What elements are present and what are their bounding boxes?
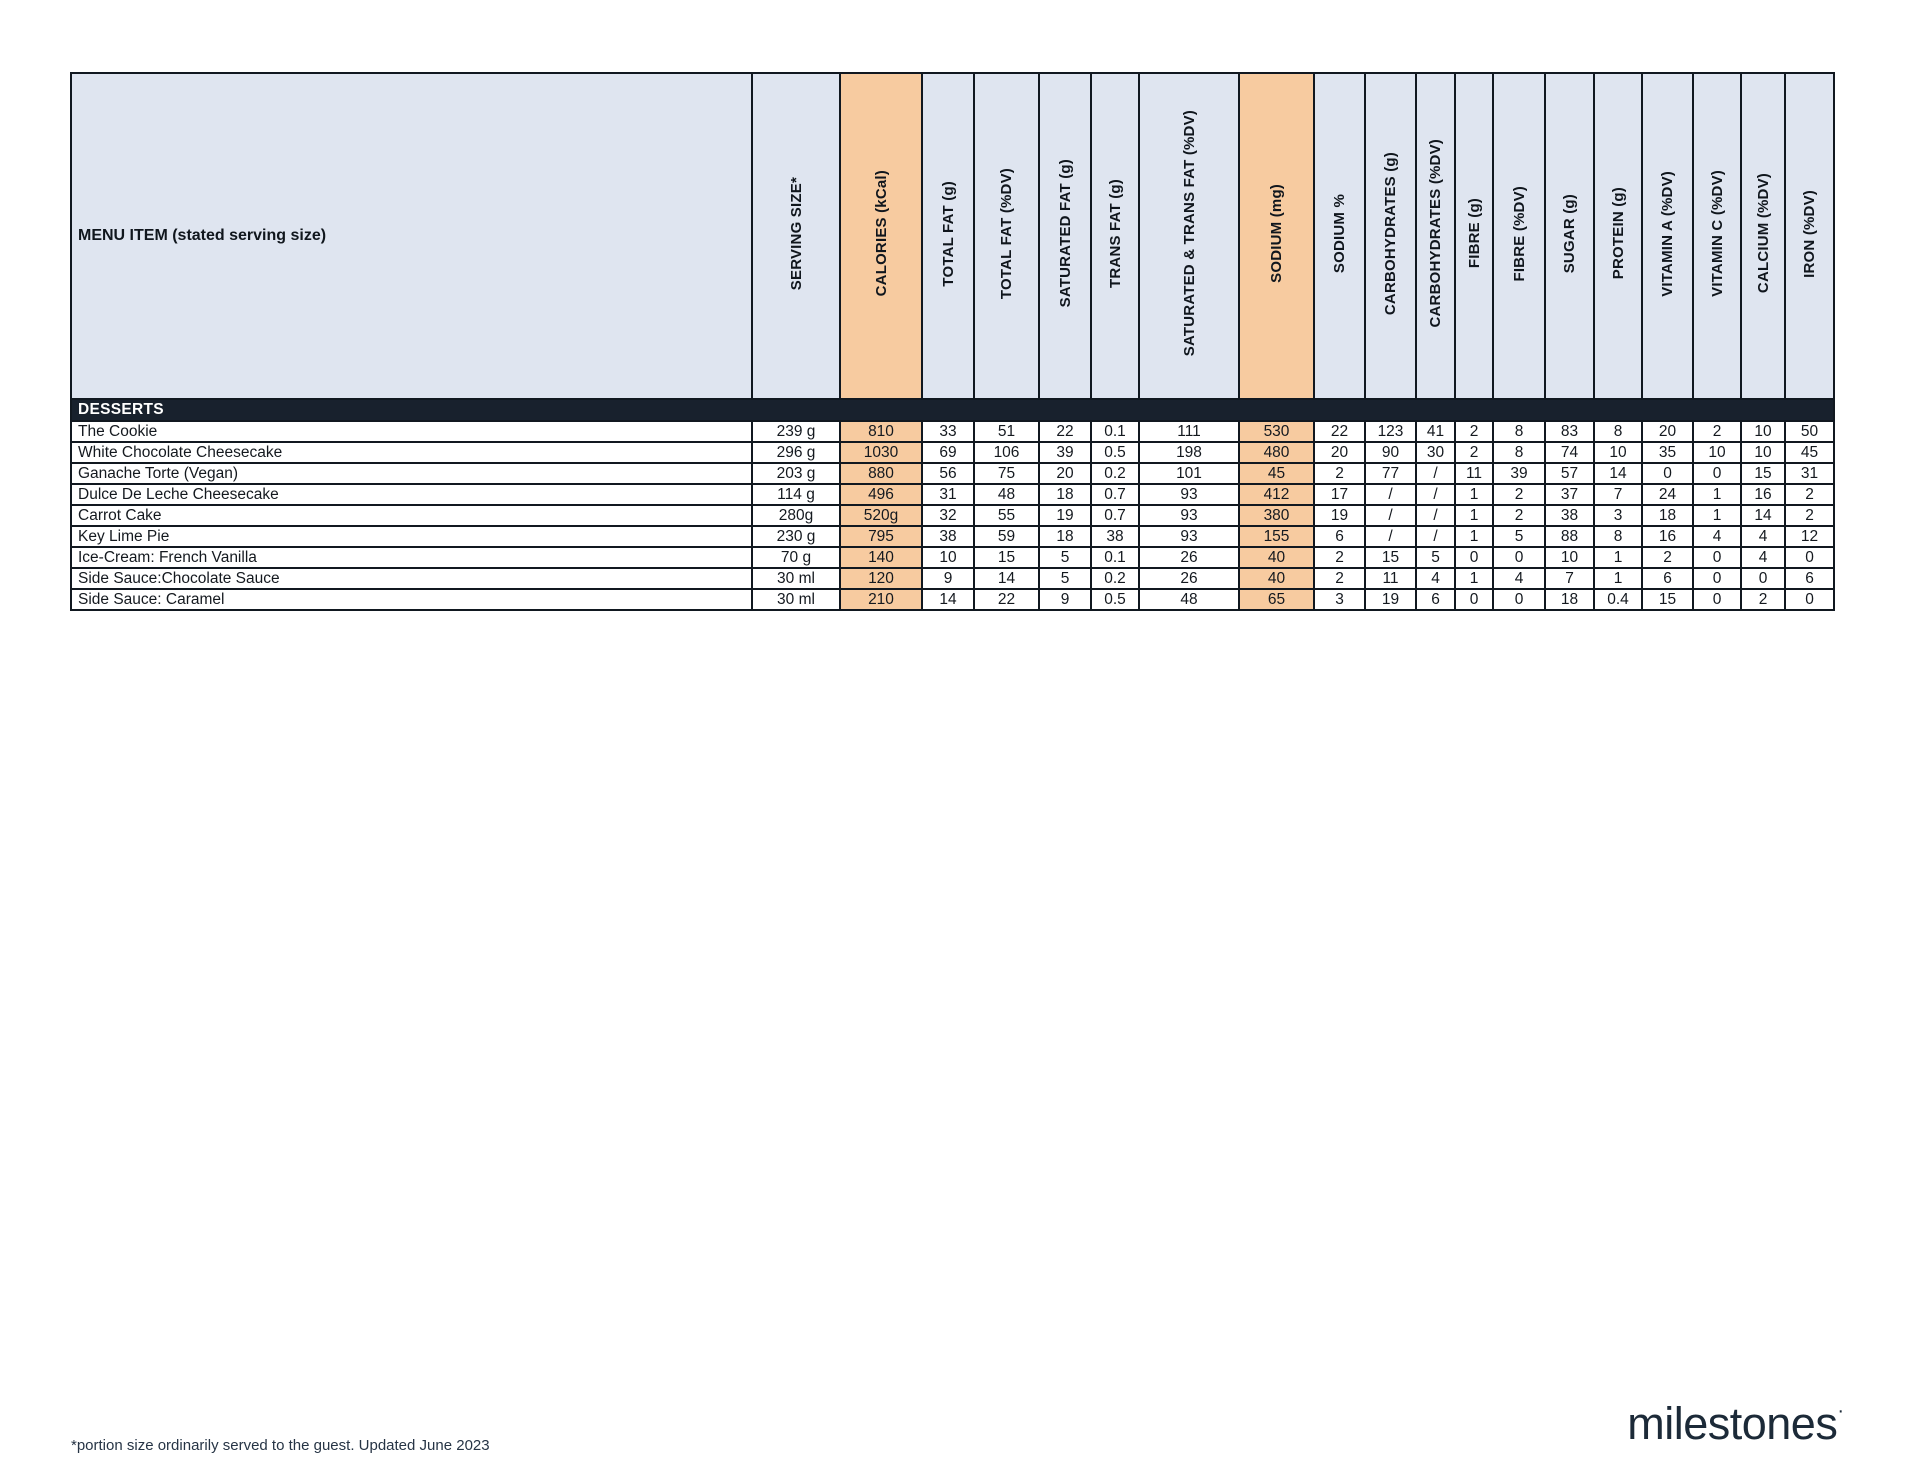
value-cell: 22 xyxy=(974,589,1039,610)
value-cell: 10 xyxy=(1693,442,1741,463)
value-cell: 5 xyxy=(1039,547,1091,568)
value-cell: 2 xyxy=(1693,421,1741,442)
column-header-label: SATURATED FAT (g) xyxy=(1056,159,1074,308)
value-cell: 2 xyxy=(1314,568,1365,589)
value-cell: 30 ml xyxy=(752,568,840,589)
value-cell: 33 xyxy=(922,421,974,442)
value-cell: 8 xyxy=(1594,421,1642,442)
value-cell: 1 xyxy=(1594,547,1642,568)
value-cell: 7 xyxy=(1545,568,1594,589)
column-header-label: FIBRE (%DV) xyxy=(1510,185,1528,282)
value-cell: 14 xyxy=(922,589,974,610)
value-cell: 1 xyxy=(1455,484,1493,505)
value-cell: 198 xyxy=(1139,442,1239,463)
value-cell: 22 xyxy=(1039,421,1091,442)
value-cell: 32 xyxy=(922,505,974,526)
value-cell: 22 xyxy=(1314,421,1365,442)
value-cell: 2 xyxy=(1642,547,1693,568)
menu-item-name: Side Sauce: Caramel xyxy=(71,589,752,610)
value-cell: 6 xyxy=(1642,568,1693,589)
value-cell: 26 xyxy=(1139,547,1239,568)
value-cell: 114 g xyxy=(752,484,840,505)
value-cell: 1 xyxy=(1594,568,1642,589)
footnote-text: *portion size ordinarily served to the guest. Updated June 2023 xyxy=(71,1437,490,1454)
value-cell: 0.2 xyxy=(1091,568,1139,589)
table-row xyxy=(71,421,1834,442)
value-cell: 55 xyxy=(974,505,1039,526)
value-cell: 9 xyxy=(1039,589,1091,610)
value-cell: 39 xyxy=(1493,463,1545,484)
value-cell: 106 xyxy=(974,442,1039,463)
value-cell: 140 xyxy=(840,547,922,568)
value-cell: 0 xyxy=(1785,589,1834,610)
column-header-cell xyxy=(1416,73,1455,399)
column-header-label: VITAMIN C (%DV) xyxy=(1708,170,1726,297)
column-header-cell xyxy=(974,73,1039,399)
value-cell: 14 xyxy=(974,568,1039,589)
value-cell: 70 g xyxy=(752,547,840,568)
column-header-label: PROTEIN (g) xyxy=(1609,187,1627,280)
column-header-cell xyxy=(1455,73,1493,399)
column-header-cell xyxy=(1039,73,1091,399)
value-cell: 56 xyxy=(922,463,974,484)
value-cell: 19 xyxy=(1039,505,1091,526)
value-cell: 230 g xyxy=(752,526,840,547)
value-cell: 45 xyxy=(1239,463,1314,484)
value-cell: 4 xyxy=(1416,568,1455,589)
value-cell: 2 xyxy=(1314,463,1365,484)
nutrition-table xyxy=(70,72,1835,611)
column-header-cell xyxy=(1642,73,1693,399)
logo-text: milestones xyxy=(1627,1398,1838,1449)
value-cell: 57 xyxy=(1545,463,1594,484)
table-row xyxy=(71,463,1834,484)
value-cell: 18 xyxy=(1039,484,1091,505)
value-cell: 0.5 xyxy=(1091,442,1139,463)
column-header-cell xyxy=(1545,73,1594,399)
value-cell: 37 xyxy=(1545,484,1594,505)
value-cell: / xyxy=(1365,505,1416,526)
table-body xyxy=(71,421,1834,610)
value-cell: 7 xyxy=(1594,484,1642,505)
value-cell: 15 xyxy=(1642,589,1693,610)
value-cell: 75 xyxy=(974,463,1039,484)
value-cell: 0.7 xyxy=(1091,484,1139,505)
value-cell: 93 xyxy=(1139,505,1239,526)
value-cell: 2 xyxy=(1455,421,1493,442)
value-cell: 14 xyxy=(1741,505,1785,526)
value-cell: 30 ml xyxy=(752,589,840,610)
value-cell: 120 xyxy=(840,568,922,589)
value-cell: 496 xyxy=(840,484,922,505)
value-cell: 0.7 xyxy=(1091,505,1139,526)
menu-item-name: Ganache Torte (Vegan) xyxy=(71,463,752,484)
value-cell: 5 xyxy=(1493,526,1545,547)
menu-item-name: Key Lime Pie xyxy=(71,526,752,547)
column-header-label: TOTAL FAT (g) xyxy=(939,180,957,287)
value-cell: 45 xyxy=(1785,442,1834,463)
value-cell: 0.2 xyxy=(1091,463,1139,484)
column-header-label: FIBRE (g) xyxy=(1465,198,1483,269)
value-cell: 14 xyxy=(1594,463,1642,484)
column-header-label: VITAMIN A (%DV) xyxy=(1659,170,1676,297)
value-cell: 20 xyxy=(1642,421,1693,442)
value-cell: 2 xyxy=(1493,505,1545,526)
column-header-label: SODIUM % xyxy=(1331,193,1348,274)
value-cell: 2 xyxy=(1493,484,1545,505)
value-cell: 880 xyxy=(840,463,922,484)
value-cell: 0 xyxy=(1493,589,1545,610)
value-cell: 40 xyxy=(1239,547,1314,568)
value-cell: 239 g xyxy=(752,421,840,442)
column-header-label: CALORIES (kCal) xyxy=(872,170,890,297)
value-cell: 6 xyxy=(1785,568,1834,589)
value-cell: 59 xyxy=(974,526,1039,547)
column-header-label: SUGAR (g) xyxy=(1561,193,1578,274)
value-cell: 0 xyxy=(1455,547,1493,568)
column-header-cell xyxy=(922,73,974,399)
value-cell: 26 xyxy=(1139,568,1239,589)
column-header-label: TRANS FAT (g) xyxy=(1106,179,1124,288)
value-cell: 480 xyxy=(1239,442,1314,463)
value-cell: / xyxy=(1416,463,1455,484)
column-header-label: CARBOHYDRATES (g) xyxy=(1382,151,1399,316)
column-header-cell xyxy=(840,73,922,399)
value-cell: 18 xyxy=(1545,589,1594,610)
column-header-cell xyxy=(1693,73,1741,399)
value-cell: 0 xyxy=(1693,547,1741,568)
value-cell: 16 xyxy=(1741,484,1785,505)
value-cell: 93 xyxy=(1139,526,1239,547)
value-cell: 38 xyxy=(922,526,974,547)
value-cell: 8 xyxy=(1493,442,1545,463)
column-header-cell xyxy=(1139,73,1239,399)
column-header-cell xyxy=(1239,73,1314,399)
value-cell: 16 xyxy=(1642,526,1693,547)
value-cell: 412 xyxy=(1239,484,1314,505)
value-cell: 2 xyxy=(1314,547,1365,568)
table-row xyxy=(71,568,1834,589)
value-cell: 77 xyxy=(1365,463,1416,484)
value-cell: 12 xyxy=(1785,526,1834,547)
table-row xyxy=(71,589,1834,610)
value-cell: 15 xyxy=(1365,547,1416,568)
value-cell: 8 xyxy=(1493,421,1545,442)
value-cell: 24 xyxy=(1642,484,1693,505)
value-cell: 795 xyxy=(840,526,922,547)
column-header-label: CALCIUM (%DV) xyxy=(1754,173,1772,294)
value-cell: 38 xyxy=(1545,505,1594,526)
column-header-label: IRON (%DV) xyxy=(1801,189,1818,278)
value-cell: 31 xyxy=(922,484,974,505)
value-cell: 8 xyxy=(1594,526,1642,547)
value-cell: 0.5 xyxy=(1091,589,1139,610)
value-cell: 530 xyxy=(1239,421,1314,442)
value-cell: 0 xyxy=(1785,547,1834,568)
value-cell: 0.1 xyxy=(1091,547,1139,568)
value-cell: 203 g xyxy=(752,463,840,484)
value-cell: 1 xyxy=(1693,505,1741,526)
value-cell: 10 xyxy=(1545,547,1594,568)
value-cell: 2 xyxy=(1455,442,1493,463)
table-row xyxy=(71,547,1834,568)
value-cell: 11 xyxy=(1455,463,1493,484)
column-header-label: TOTAL FAT (%DV) xyxy=(998,167,1015,300)
value-cell: 0 xyxy=(1693,568,1741,589)
value-cell: 123 xyxy=(1365,421,1416,442)
value-cell: 1 xyxy=(1693,484,1741,505)
value-cell: 65 xyxy=(1239,589,1314,610)
value-cell: 10 xyxy=(1741,421,1785,442)
column-header-label: SERVING SIZE* xyxy=(787,176,805,291)
value-cell: 1 xyxy=(1455,526,1493,547)
column-header-label: CARBOHYDRATES (%DV) xyxy=(1427,139,1444,328)
section-label: DESSERTS xyxy=(71,399,1834,421)
value-cell: 31 xyxy=(1785,463,1834,484)
value-cell: 0 xyxy=(1493,547,1545,568)
table-row xyxy=(71,484,1834,505)
table-row xyxy=(71,526,1834,547)
value-cell: 280g xyxy=(752,505,840,526)
value-cell: 1 xyxy=(1455,505,1493,526)
menu-item-name: Ice-Cream: French Vanilla xyxy=(71,547,752,568)
value-cell: 83 xyxy=(1545,421,1594,442)
value-cell: 2 xyxy=(1785,505,1834,526)
value-cell: 0.4 xyxy=(1594,589,1642,610)
value-cell: 10 xyxy=(922,547,974,568)
column-header-cell xyxy=(1785,73,1834,399)
value-cell: 5 xyxy=(1039,568,1091,589)
value-cell: / xyxy=(1416,505,1455,526)
value-cell: 4 xyxy=(1741,526,1785,547)
value-cell: 2 xyxy=(1741,589,1785,610)
menu-item-name: Carrot Cake xyxy=(71,505,752,526)
value-cell: 3 xyxy=(1314,589,1365,610)
value-cell: 0 xyxy=(1693,589,1741,610)
value-cell: 155 xyxy=(1239,526,1314,547)
menu-item-column-header: MENU ITEM (stated serving size) xyxy=(71,73,752,399)
value-cell: 101 xyxy=(1139,463,1239,484)
column-header-cell xyxy=(1314,73,1365,399)
value-cell: 88 xyxy=(1545,526,1594,547)
logo-trademark-dot: · xyxy=(1837,1400,1844,1422)
value-cell: 810 xyxy=(840,421,922,442)
value-cell: 69 xyxy=(922,442,974,463)
value-cell: 6 xyxy=(1314,526,1365,547)
value-cell: 6 xyxy=(1416,589,1455,610)
value-cell: 4 xyxy=(1493,568,1545,589)
value-cell: 93 xyxy=(1139,484,1239,505)
column-header-cell xyxy=(752,73,840,399)
value-cell: 48 xyxy=(974,484,1039,505)
menu-item-name: Side Sauce:Chocolate Sauce xyxy=(71,568,752,589)
value-cell: 2 xyxy=(1785,484,1834,505)
value-cell: / xyxy=(1365,484,1416,505)
value-cell: 0 xyxy=(1455,589,1493,610)
value-cell: 0 xyxy=(1642,463,1693,484)
value-cell: 111 xyxy=(1139,421,1239,442)
value-cell: 35 xyxy=(1642,442,1693,463)
value-cell: 10 xyxy=(1594,442,1642,463)
value-cell: 11 xyxy=(1365,568,1416,589)
value-cell: / xyxy=(1365,526,1416,547)
column-header-cell xyxy=(1741,73,1785,399)
value-cell: 90 xyxy=(1365,442,1416,463)
column-header-label: SODIUM (mg) xyxy=(1268,184,1285,283)
value-cell: 0.1 xyxy=(1091,421,1139,442)
menu-item-name: The Cookie xyxy=(71,421,752,442)
table-row xyxy=(71,442,1834,463)
value-cell: 1 xyxy=(1455,568,1493,589)
value-cell: 15 xyxy=(974,547,1039,568)
value-cell: 20 xyxy=(1039,463,1091,484)
value-cell: 30 xyxy=(1416,442,1455,463)
value-cell: 1030 xyxy=(840,442,922,463)
menu-item-name: White Chocolate Cheesecake xyxy=(71,442,752,463)
column-header-cell xyxy=(1493,73,1545,399)
value-cell: 19 xyxy=(1314,505,1365,526)
value-cell: 41 xyxy=(1416,421,1455,442)
value-cell: 4 xyxy=(1693,526,1741,547)
value-cell: 296 g xyxy=(752,442,840,463)
column-header-cell xyxy=(1594,73,1642,399)
value-cell: 210 xyxy=(840,589,922,610)
value-cell: 18 xyxy=(1039,526,1091,547)
value-cell: / xyxy=(1416,526,1455,547)
value-cell: 39 xyxy=(1039,442,1091,463)
value-cell: 74 xyxy=(1545,442,1594,463)
column-header-label: SATURATED & TRANS FAT (%DV) xyxy=(1180,110,1198,357)
value-cell: / xyxy=(1416,484,1455,505)
section-row xyxy=(71,399,1834,421)
value-cell: 18 xyxy=(1642,505,1693,526)
table-row xyxy=(71,505,1834,526)
column-header-cell xyxy=(1365,73,1416,399)
value-cell: 520g xyxy=(840,505,922,526)
value-cell: 48 xyxy=(1139,589,1239,610)
value-cell: 5 xyxy=(1416,547,1455,568)
value-cell: 20 xyxy=(1314,442,1365,463)
value-cell: 17 xyxy=(1314,484,1365,505)
value-cell: 0 xyxy=(1741,568,1785,589)
value-cell: 51 xyxy=(974,421,1039,442)
value-cell: 40 xyxy=(1239,568,1314,589)
value-cell: 3 xyxy=(1594,505,1642,526)
header-row xyxy=(71,73,1834,399)
menu-item-name: Dulce De Leche Cheesecake xyxy=(71,484,752,505)
value-cell: 15 xyxy=(1741,463,1785,484)
value-cell: 50 xyxy=(1785,421,1834,442)
value-cell: 38 xyxy=(1091,526,1139,547)
value-cell: 9 xyxy=(922,568,974,589)
value-cell: 4 xyxy=(1741,547,1785,568)
value-cell: 380 xyxy=(1239,505,1314,526)
column-header-cell xyxy=(1091,73,1139,399)
milestones-logo xyxy=(1627,1398,1844,1450)
value-cell: 0 xyxy=(1693,463,1741,484)
value-cell: 10 xyxy=(1741,442,1785,463)
value-cell: 19 xyxy=(1365,589,1416,610)
